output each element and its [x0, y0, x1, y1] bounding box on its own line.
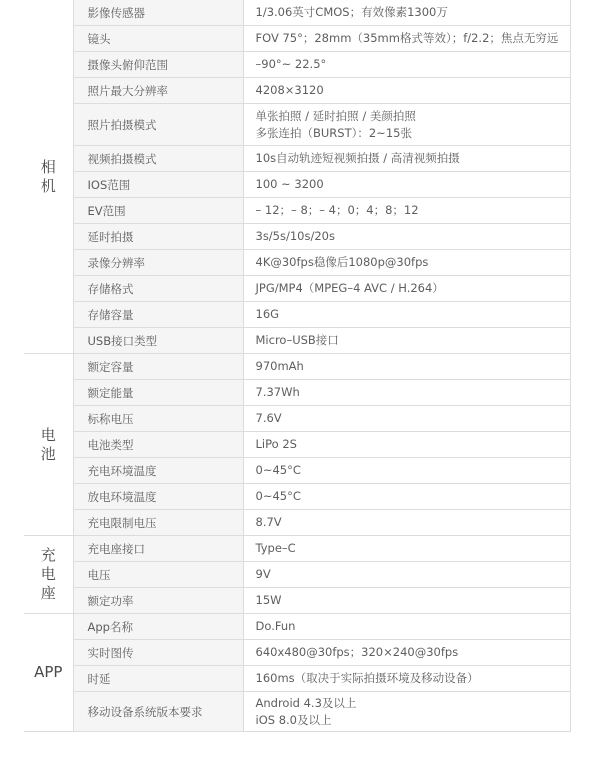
- spec-row: [24, 0, 570, 26]
- spec-value: [243, 224, 570, 250]
- spec-row: [24, 536, 570, 562]
- spec-row: [24, 224, 570, 250]
- spec-table-body: [24, 0, 570, 732]
- spec-value: [243, 588, 570, 614]
- spec-value-line: iOS 8.0及以上: [255, 712, 332, 727]
- spec-label: 额定功率: [73, 588, 243, 614]
- spec-value-line: 4208×3120: [255, 83, 324, 97]
- spec-label: 存储格式: [73, 276, 243, 302]
- spec-label: 移动设备系统版本要求: [73, 692, 243, 732]
- spec-value-line: 970mAh: [255, 359, 304, 373]
- spec-row: [24, 78, 570, 104]
- spec-label: 充电座接口: [73, 536, 243, 562]
- spec-label: 电压: [73, 562, 243, 588]
- spec-label: USB接口类型: [73, 328, 243, 354]
- spec-row: [24, 354, 570, 380]
- spec-label: 放电环境温度: [73, 484, 243, 510]
- spec-value: [243, 276, 570, 302]
- spec-value: [243, 302, 570, 328]
- spec-label: EV范围: [73, 198, 243, 224]
- section-category: [24, 614, 73, 732]
- spec-label: 镜头: [73, 26, 243, 52]
- section-category-label: 充电座: [40, 546, 56, 602]
- spec-value-line: 100 ~ 3200: [255, 177, 324, 191]
- spec-label: 存储容量: [73, 302, 243, 328]
- spec-label: 视频拍摄模式: [73, 146, 243, 172]
- spec-row: [24, 302, 570, 328]
- spec-value: [243, 104, 570, 146]
- spec-row: [24, 276, 570, 302]
- spec-value: [243, 484, 570, 510]
- spec-row: [24, 328, 570, 354]
- spec-label: 额定能量: [73, 380, 243, 406]
- spec-row: [24, 458, 570, 484]
- spec-value: [243, 328, 570, 354]
- spec-label: 电池类型: [73, 432, 243, 458]
- spec-value-line: Micro–USB接口: [255, 333, 339, 347]
- spec-row: [24, 562, 570, 588]
- spec-value: [243, 380, 570, 406]
- spec-value: [243, 52, 570, 78]
- spec-row: [24, 484, 570, 510]
- spec-row: [24, 614, 570, 640]
- spec-row: [24, 640, 570, 666]
- spec-value: [243, 0, 570, 26]
- spec-value-line: FOV 75°；28mm（35mm格式等效）；f/2.2；焦点无穷远: [255, 31, 559, 45]
- spec-value-line: 7.37Wh: [255, 385, 300, 399]
- spec-label: 录像分辨率: [73, 250, 243, 276]
- spec-value-line: 8.7V: [255, 515, 282, 529]
- spec-row: [24, 692, 570, 732]
- spec-row: [24, 26, 570, 52]
- spec-value-line: 0~45°C: [255, 463, 301, 477]
- spec-row: [24, 104, 570, 146]
- spec-label: 标称电压: [73, 406, 243, 432]
- spec-label: 充电限制电压: [73, 510, 243, 536]
- spec-value-line: 160ms（取决于实际拍摄环境及移动设备）: [255, 671, 479, 685]
- spec-value: [243, 692, 570, 732]
- spec-row: [24, 380, 570, 406]
- spec-value-line: Do.Fun: [255, 619, 296, 633]
- spec-value-line: 640x480@30fps；320×240@30fps: [255, 645, 459, 659]
- spec-row: [24, 52, 570, 78]
- spec-value: [243, 614, 570, 640]
- spec-value-line: 10s自动轨迹短视频拍摄 / 高清视频拍摄: [255, 151, 460, 165]
- section-category-label: 电池: [40, 425, 56, 463]
- spec-row: [24, 432, 570, 458]
- spec-value: [243, 640, 570, 666]
- spec-value-line: 1/3.06英寸CMOS；有效像素1300万: [255, 5, 448, 19]
- spec-value: [243, 250, 570, 276]
- spec-row: [24, 588, 570, 614]
- spec-value-line: 15W: [255, 593, 282, 607]
- spec-value: [243, 458, 570, 484]
- spec-value: [243, 666, 570, 692]
- spec-value: [243, 406, 570, 432]
- spec-row: [24, 250, 570, 276]
- spec-value: [243, 172, 570, 198]
- spec-value-line: 0~45°C: [255, 489, 301, 503]
- spec-value-line: Android 4.3及以上: [255, 695, 357, 710]
- spec-label: 摄像头俯仰范围: [73, 52, 243, 78]
- spec-row: [24, 146, 570, 172]
- spec-row: [24, 172, 570, 198]
- spec-value-line: –90°~ 22.5°: [255, 57, 327, 71]
- spec-label: 影像传感器: [73, 0, 243, 26]
- spec-row: [24, 510, 570, 536]
- spec-value: [243, 510, 570, 536]
- spec-label: 额定容量: [73, 354, 243, 380]
- spec-value: [243, 432, 570, 458]
- spec-label: 时延: [73, 666, 243, 692]
- spec-label: App名称: [73, 614, 243, 640]
- section-category: [24, 536, 73, 614]
- section-category-label: APP: [34, 663, 63, 681]
- section-category: [24, 0, 73, 354]
- spec-label: 照片拍摄模式: [73, 104, 243, 146]
- spec-label: 实时图传: [73, 640, 243, 666]
- spec-label: IOS范围: [73, 172, 243, 198]
- spec-value: [243, 198, 570, 224]
- section-category: [24, 354, 73, 536]
- spec-value-line: 4K@30fps稳像后1080p@30fps: [255, 255, 429, 269]
- spec-table: [24, 0, 571, 732]
- spec-label: 充电环境温度: [73, 458, 243, 484]
- spec-label: 照片最大分辨率: [73, 78, 243, 104]
- spec-row: [24, 406, 570, 432]
- spec-value-line: JPG/MP4（MPEG–4 AVC / H.264）: [255, 281, 444, 295]
- spec-label: 延时拍摄: [73, 224, 243, 250]
- spec-value: [243, 536, 570, 562]
- spec-value-line: LiPo 2S: [255, 437, 297, 451]
- spec-row: [24, 198, 570, 224]
- spec-row: [24, 666, 570, 692]
- spec-value: [243, 562, 570, 588]
- spec-value-line: 9V: [255, 567, 271, 581]
- spec-value-line: 单张拍照 / 延时拍照 / 美颜拍照: [255, 108, 416, 123]
- spec-value: [243, 78, 570, 104]
- spec-value: [243, 26, 570, 52]
- section-category-label: 相机: [40, 157, 56, 195]
- spec-value: [243, 354, 570, 380]
- spec-value-line: 3s/5s/10s/20s: [255, 229, 335, 243]
- spec-value-line: 7.6V: [255, 411, 282, 425]
- spec-value-line: – 12；– 8；– 4；0；4；8；12: [255, 203, 419, 217]
- spec-value-line: 16G: [255, 307, 280, 321]
- spec-value: [243, 146, 570, 172]
- spec-value-line: Type–C: [255, 541, 296, 555]
- spec-value-line: 多张连拍（BURST）：2~15张: [255, 125, 412, 140]
